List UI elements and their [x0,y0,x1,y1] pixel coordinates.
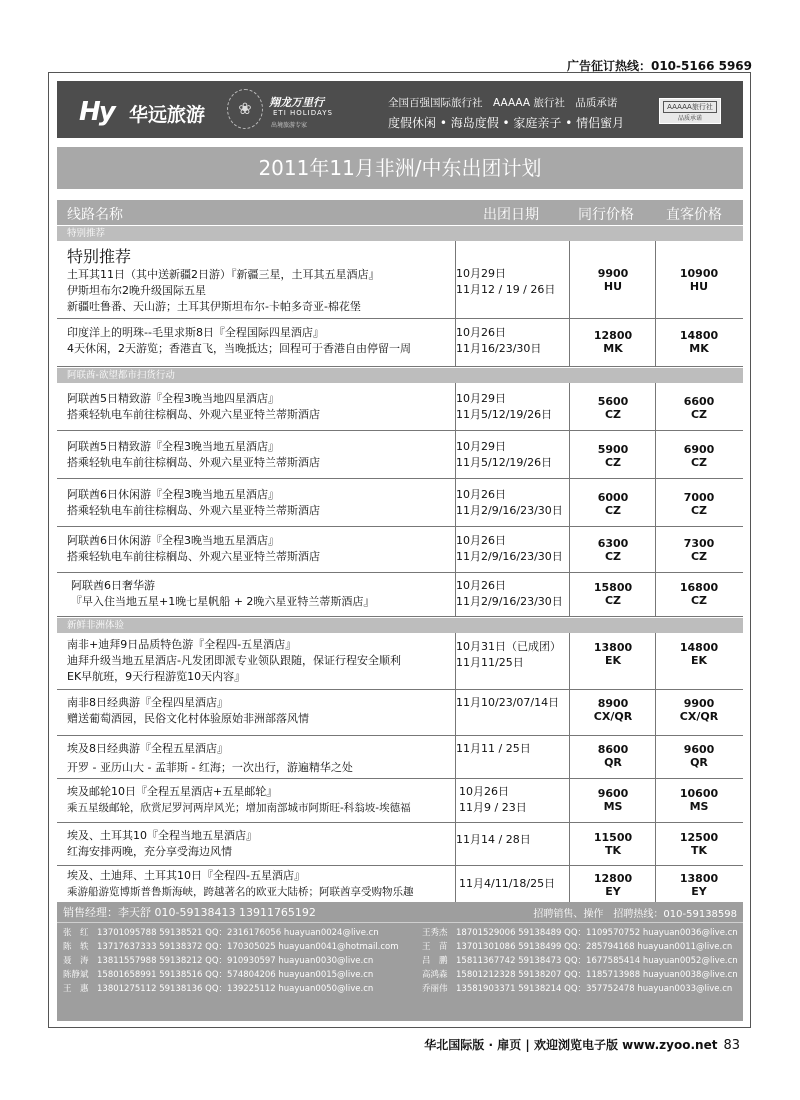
contact-entry: 王秀杰 18701529006 59138489 QQ：1109570752 huayuan0036@live.cn [422,928,738,938]
table-row [57,633,743,690]
partner-sub: 出境旅游专家 [271,122,308,129]
route-line: 埃及、土迪拜、土耳其10日『全程四-五星酒店』 [67,869,305,882]
direct-price: 14800 [679,641,719,654]
departure-date: 10月26日 [456,579,506,592]
airline-code: CZ [690,456,708,469]
departure-date: 11月5/12/19/26日 [456,456,553,469]
contact-entry: 王 苗 13701301086 59138499 QQ：285794168 huayuan0011@live.cn [422,942,733,952]
huayuan-logo-icon: Hy [79,97,114,127]
airline-code: EY [605,885,621,898]
route-line: 印度洋上的明珠--毛里求斯8日『全程国际四星酒店』 [67,326,324,339]
contact-entry: 张 红 13701095788 59138521 QQ：2316176056 huayuan0024@live.cn [63,928,379,938]
route-line: 红海安排两晚，充分享受海边风情 [67,845,232,858]
table-row [57,383,743,431]
table-row [57,573,743,617]
airline-code: TK [690,844,708,857]
direct-price: 13800 [679,872,719,885]
table-row [57,431,743,479]
departure-date: 11月5/12/19/26日 [456,408,553,421]
direct-price: 10600 [679,787,719,800]
trade-price: 13800 [593,641,633,654]
airline-code: CX/QR [679,710,719,723]
departure-date: 11月2/9/16/23/30日 [456,504,563,517]
header-date: 出团日期 [483,207,539,223]
airline-code: EK [690,654,708,667]
footer-text: 华北国际版 · 扉页 | 欢迎浏览电子版 www.zyoo.net [424,1038,718,1052]
route-line: 新疆吐鲁番、天山游；土耳其伊斯坦布尔-卡帕多奇亚-棉花堡 [67,300,361,313]
departure-date: 10月26日 [456,488,506,501]
direct-price: 9600 [683,743,715,756]
departure-date: 10月29日 [456,440,506,453]
table-row [57,319,743,367]
contact-entry: 陈 轶 13717637333 59138372 QQ：170305025 huayuan0041@hotmail.com [63,942,399,952]
route-line: 伊斯坦布尔2晚升级国际五星 [67,284,206,297]
airline-code: MK [603,342,623,355]
route-line: 南非8日经典游『全程四星酒店』 [67,696,228,709]
route-line: 4天休闲，2天游览；香港直飞，当晚抵达；回程可于香港自由停留一周 [67,342,411,355]
trade-price: 9900 [597,267,629,280]
table-row [57,479,743,527]
table-row [57,527,743,573]
departure-date: 11月16/23/30日 [456,342,542,355]
direct-price: 10900 [679,267,719,280]
route-line: 埃及、土耳其10『全程当地五星酒店』 [67,829,257,842]
trade-price: 6000 [597,491,629,504]
section-uae: 阿联酋-欲望都市扫货行动 [57,368,743,383]
route-line: 搭乘轻轨电车前往棕榈岛、外观六星亚特兰蒂斯酒店 [67,408,320,421]
departure-date: 10月26日 [456,534,506,547]
airline-code: CX/QR [593,710,633,723]
contact-entry: 高鸿森 15801212328 59138207 QQ：1185713988 huayuan0038@live.cn [422,970,738,980]
badge-top: AAAAA旅行社 [663,101,717,113]
trade-price: 8600 [597,743,629,756]
departure-date: 11月9 / 23日 [459,801,527,814]
airline-code: TK [604,844,622,857]
route-line: 迪拜升级当地五星酒店-凡发团即派专业领队跟随，保证行程安全顺利 [67,654,401,667]
trade-price: 5600 [597,395,629,408]
route-line: 阿联酋6日休闲游『全程3晚当地五星酒店』 [67,488,279,501]
route-line: 搭乘轻轨电车前往棕榈岛、外观六星亚特兰蒂斯酒店 [67,504,320,517]
trade-price: 6300 [597,537,629,550]
partner-en: ETI HOLIDAYS [273,109,333,117]
airline-code: QR [604,756,622,769]
dragon-logo-icon: ❀ [227,89,263,129]
direct-price: 6600 [683,395,715,408]
partner-name: 翔龙万里行 [269,96,324,109]
route-line: 埃及邮轮10日『全程五星酒店+五星邮轮』 [67,785,278,798]
section-special: 特别推荐 [57,226,743,241]
airline-code: CZ [690,504,708,517]
departure-date: 10月29日 [456,267,506,280]
direct-price: 12500 [679,831,719,844]
departure-date: 11月14 / 28日 [456,833,531,846]
section-africa: 新鲜非洲体验 [57,618,743,633]
departure-date: 10月26日 [456,326,506,339]
airline-code: CZ [690,408,708,421]
table-row [57,866,743,902]
direct-price: 7300 [683,537,715,550]
route-line: 阿联酋5日精致游『全程3晚当地五星酒店』 [67,440,279,453]
airline-code: QR [690,756,708,769]
departure-date: 11月10/23/07/14日 [456,696,560,709]
direct-price: 9900 [683,697,715,710]
route-title: 特别推荐 [67,247,132,266]
route-line: 搭乘轻轨电车前往棕榈岛、外观六星亚特兰蒂斯酒店 [67,550,320,563]
route-line: 乘游船游览博斯普鲁斯海峡，跨越著名的欧亚大陆桥；阿联酋享受购物乐趣 [67,886,414,898]
page-title: 2011年11月非洲/中东出团计划 [57,147,743,189]
header-direct-price: 直客价格 [666,207,722,223]
contact-entry: 吕 鹏 15811367742 59138473 QQ：1677585414 huayuan0052@live.cn [422,956,738,966]
departure-date: 10月31日（已成团） [456,640,561,653]
route-line: 开罗 - 亚历山大 - 孟菲斯 - 红海；一次出行，游遍精华之处 [67,761,353,774]
contact-panel [57,902,743,1021]
airline-code: CZ [690,550,708,563]
table-row [57,736,743,779]
contact-entry: 陈静斌 15801658991 59138516 QQ：574804206 huayuan0015@live.cn [63,970,374,980]
trade-price: 15800 [593,581,633,594]
route-line: 乘五星级邮轮，欣赏尼罗河两岸风光；增加南部城市阿斯旺-科翁坡-埃德福 [67,802,411,814]
logo-text: 华远旅游 [129,104,206,126]
route-line: 赠送葡萄酒园，民俗文化村体验原始非洲部落风情 [67,712,309,725]
header-trade-price: 同行价格 [578,207,634,223]
brand-services: 度假休闲 • 海岛度假 • 家庭亲子 • 情侣蜜月 [388,116,625,130]
route-line: 阿联酋6日奢华游 [71,579,155,592]
departure-date: 11月11/25日 [456,656,524,669]
sales-manager: 销售经理：李天舒 010-59138413 13911765192 [63,906,316,919]
direct-price: 6900 [683,443,715,456]
departure-date: 11月4/11/18/25日 [459,877,556,890]
brand-header [57,81,743,138]
airline-code: CZ [604,504,622,517]
table-row [57,241,743,319]
page-footer [400,1036,740,1053]
route-line: 搭乘轻轨电车前往棕榈岛、外观六星亚特兰蒂斯酒店 [67,456,320,469]
direct-price: 7000 [683,491,715,504]
airline-code: MK [689,342,709,355]
aaaaa-badge-icon [659,98,721,124]
table-row [57,823,743,866]
ad-hotline: 广告征订热线：010-5166 5969 [566,59,752,73]
table-row [57,779,743,823]
airline-code: MS [689,800,709,813]
brand-credentials: 全国百强国际旅行社 AAAAA 旅行社 品质承诺 [388,97,618,109]
badge-bottom: 品质承诺 [677,115,702,122]
page-number: 83 [723,1038,740,1053]
route-line: EK早航班，9天行程游览10天内容』 [67,670,246,683]
trade-price: 12800 [593,329,633,342]
airline-code: HU [689,280,709,293]
route-line: 阿联酋5日精致游『全程3晚当地四星酒店』 [67,392,279,405]
route-line: 阿联酋6日休闲游『全程3晚当地五星酒店』 [67,534,279,547]
airline-code: CZ [604,408,622,421]
direct-price: 16800 [679,581,719,594]
route-line: 『早入住当地五星+1晚七星帆船 + 2晚六星亚特兰蒂斯酒店』 [71,595,375,608]
contact-entry: 乔丽伟 13581903371 59138214 QQ：357752478 huayuan0033@live.cn [422,984,733,994]
trade-price: 5900 [597,443,629,456]
table-header [57,200,743,225]
trade-price: 8900 [597,697,629,710]
route-line: 南非+迪拜9日品质特色游『全程四-五星酒店』 [67,638,297,651]
departure-date: 11月12 / 19 / 26日 [456,283,556,296]
hiring-notice: 招聘销售、操作 招聘热线：010-59138598 [533,909,737,920]
departure-date: 10月26日 [459,785,509,798]
airline-code: CZ [604,550,622,563]
airline-code: HU [603,280,623,293]
airline-code: MS [603,800,623,813]
airline-code: EY [691,885,707,898]
departure-date: 11月2/9/16/23/30日 [456,550,563,563]
table-row [57,690,743,736]
trade-price: 11500 [593,831,633,844]
contact-list-left [63,926,399,996]
departure-date: 11月2/9/16/23/30日 [456,595,563,608]
route-line: 土耳其11日（其中送新疆2日游）『新疆三星，土耳其五星酒店』 [67,268,380,281]
airline-code: CZ [604,594,622,607]
contact-entry: 聂 涛 13811557988 59138212 QQ：910930597 huayuan0030@live.cn [63,956,374,966]
departure-date: 11月11 / 25日 [456,742,531,755]
airline-code: EK [604,654,622,667]
contact-list-right [422,926,738,996]
departure-date: 10月29日 [456,392,506,405]
contact-entry: 王 惠 13801275112 59138136 QQ：139225112 huayuan0050@live.cn [63,984,374,994]
header-route: 线路名称 [67,207,123,223]
airline-code: CZ [690,594,708,607]
airline-code: CZ [604,456,622,469]
trade-price: 12800 [593,872,633,885]
trade-price: 9600 [597,787,629,800]
direct-price: 14800 [679,329,719,342]
route-line: 埃及8日经典游『全程五星酒店』 [67,742,228,755]
